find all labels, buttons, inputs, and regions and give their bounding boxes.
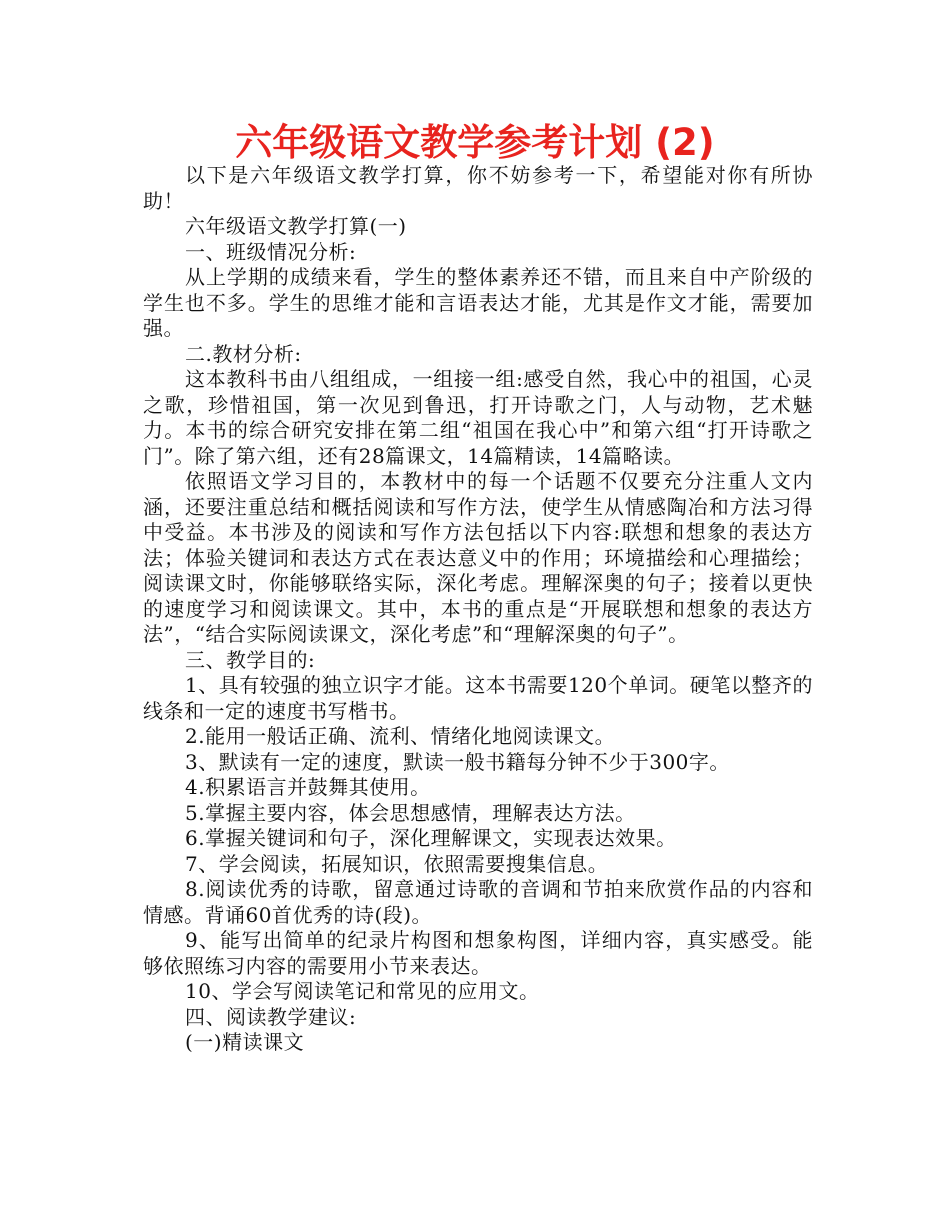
document-body [143,163,813,1056]
list-item: 4.积累语言并鼓舞其使用。 [185,775,431,799]
section-heading: 四、阅读教学建议: [185,1004,357,1029]
list-item: 7、学会阅读，拓展知识，依照需要搜集信息。 [185,851,609,876]
list-item: 5.掌握主要内容，体会思想感情，理解表达方法。 [185,800,636,825]
section-heading: 二.教材分析: [185,341,302,366]
section-heading: 一、班级情况分析: [185,239,357,264]
list-item: 2.能用一般话正确、流利、情绪化地阅读课文。 [185,724,616,748]
document-title: 六年级语文教学参考计划 (2) [235,121,715,164]
subsection-heading: (一)精读课文 [185,1030,305,1054]
list-item: 8.阅读优秀的诗歌，留意通过诗歌的音调和节拍来欣赏作品的内容和情感。背诵60首优秀的诗(段)。 [143,877,813,927]
list-item: 10、学会写阅读笔记和常见的应用文。 [185,979,540,1003]
paragraph: 以下是六年级语文教学打算，你不妨参考一下，希望能对你有所协助！ [143,163,813,213]
list-item: 3、默读有一定的速度，默读一般书籍每分钟不少于300字。 [185,749,730,774]
paragraph: 从上学期的成绩来看，学生的整体素养还不错，而且来自中产阶级的学生也不多。学生的思维才能和言语表达才能，尤其是作文才能，需要加强。 [143,265,813,340]
list-item: 6.掌握关键词和句子，深化理解课文，实现表达效果。 [185,826,677,850]
section-subtitle: 六年级语文教学打算(一) [185,214,407,238]
list-item: 1、具有较强的独立识字才能。这本书需要120个单词。硬笔以整齐的线条和一定的速度书写楷书。 [143,673,813,723]
section-heading: 三、教学目的: [185,647,316,672]
list-item: 9、能写出简单的纪录片构图和想象构图，详细内容，真实感受。能够依照练习内容的需要用小节来表达。 [143,928,813,978]
paragraph: 依照语文学习目的，本教材中的每一个话题不仅要充分注重人文内涵，还要注重总结和概括阅读和写作方法，使学生从情感陶冶和方法习得中受益。本书涉及的阅读和写作方法包括以下内容:联想和想象的表达方法；体验关键词和表达方式在表达意义中的作用；环境描绘和心理描绘；阅读课文时，你能够联络实际，深化考虑。理解深奥的句子；接着以更快的速度学习和阅读课文。其中，本书的重点是“开展联想和想象的表达方法”，“结合实际阅读课文，深化考虑”和“理解深奥的句子”。 [143,469,813,646]
paragraph: 这本教科书由八组组成，一组接一组:感受自然，我心中的祖国，心灵之歌，珍惜祖国，第一次见到鲁迅，打开诗歌之门，人与动物，艺术魅力。本书的综合研究安排在第二组“祖国在我心中”和第六组“打开诗歌之门”。除了第六组，还有28篇课文，14篇精读，14篇略读。 [143,367,813,468]
